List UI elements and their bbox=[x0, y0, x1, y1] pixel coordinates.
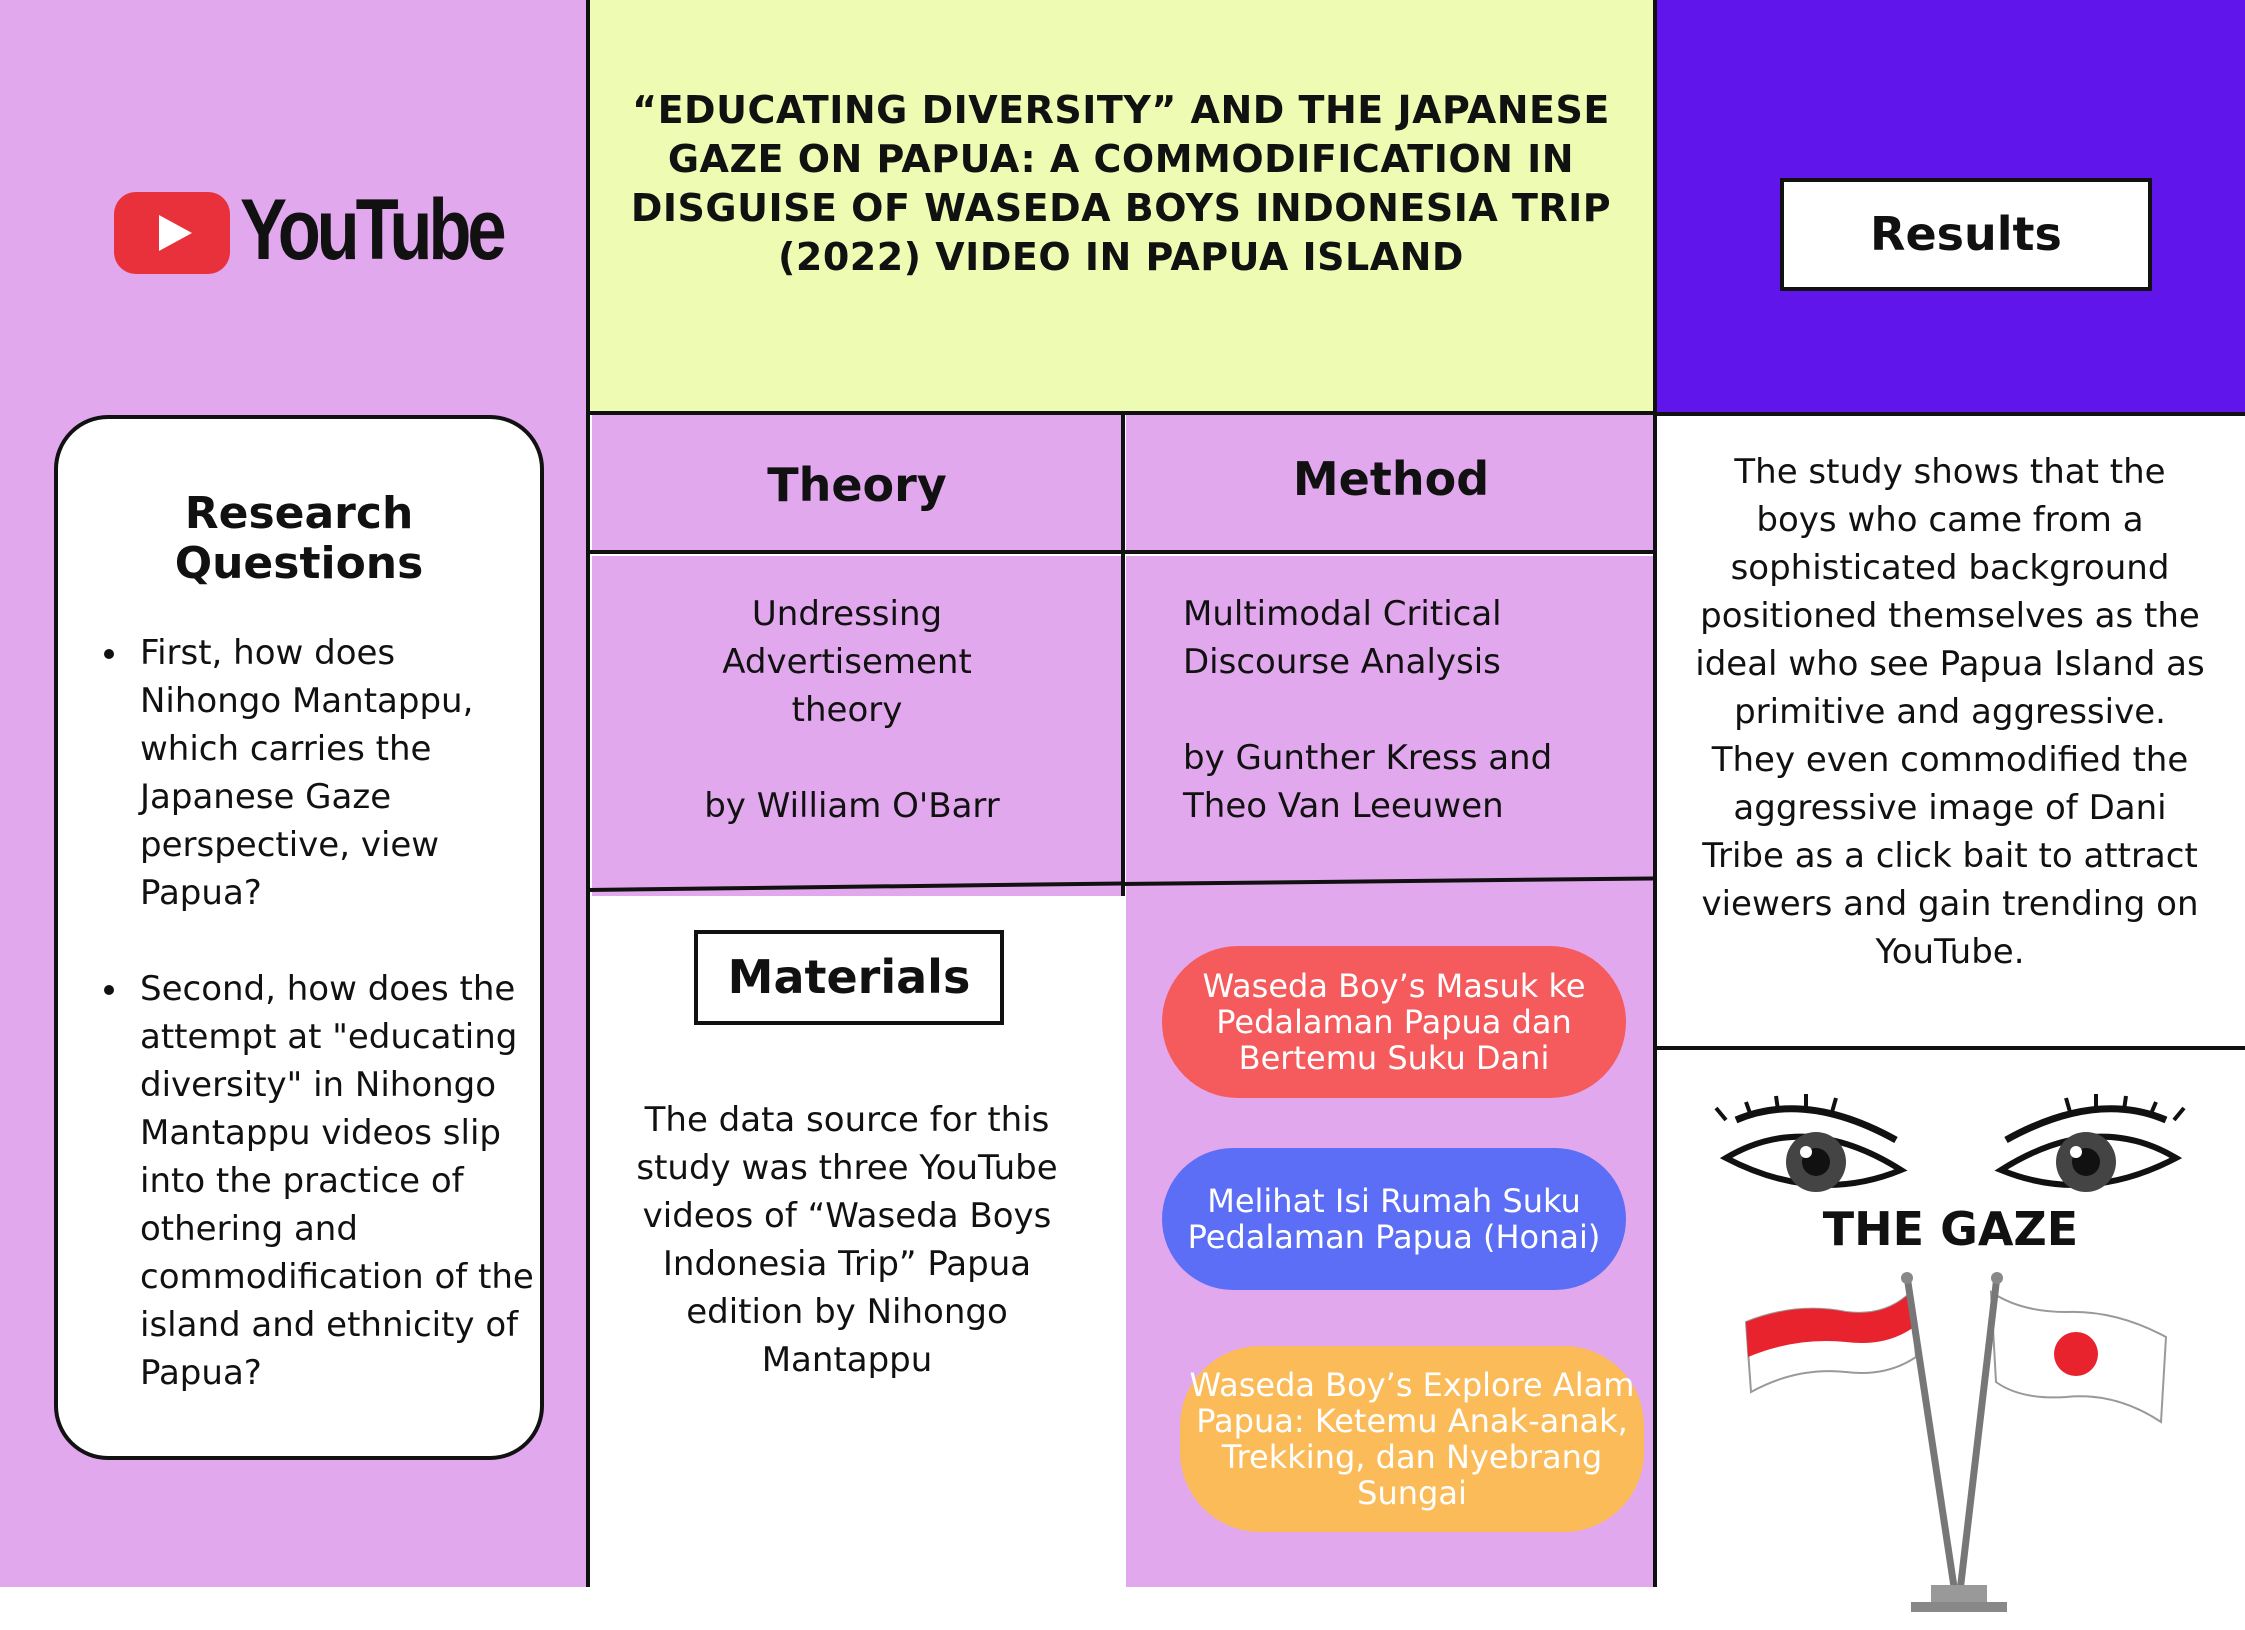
results-heading: Results bbox=[1780, 178, 2152, 291]
research-question-item: First, how does Nihongo Mantappu, which carries the Japanese Gaze perspective, view Papua? bbox=[98, 629, 538, 917]
video-pill bbox=[1162, 1148, 1626, 1290]
materials-text: The data source for this study was three YouTube videos of “Waseda Boys Indonesia Trip” Papua edition by Nihongo Mantappu bbox=[636, 1100, 1058, 1380]
left-panel bbox=[0, 0, 588, 1587]
research-questions-title: Research Questions bbox=[174, 488, 424, 589]
divider-left bbox=[586, 0, 590, 1587]
divider-middle bbox=[1121, 415, 1125, 896]
divider-title-bottom bbox=[588, 411, 1654, 415]
divider-results-top bbox=[1656, 412, 2245, 416]
poster-title: “EDUCATING DIVERSITY” AND THE JAPANESE GAZE ON PAPUA: A COMMODIFICATION IN DISGUISE OF WASEDA BOYS INDONESIA TRIP (2022) VIDEO IN PAPUA ISLAND bbox=[630, 88, 1612, 279]
flag-stand-icon bbox=[1821, 1270, 2081, 1630]
research-questions-list bbox=[98, 629, 538, 1445]
materials-section bbox=[592, 896, 1122, 1587]
gaze-label: THE GAZE bbox=[1822, 1202, 2079, 1256]
results-text: The study shows that the boys who came from a sophisticated background positioned themselves as the ideal who see Papua Island as primitive and aggressive. They even commodified the aggressive image of Dani Tribe as a click bait to attract viewers and gain trending on YouTube. bbox=[1695, 452, 2205, 972]
video-title: Waseda Boy’s Explore Alam Papua: Ketemu Anak-anak, Trekking, dan Nyebrang Sungai bbox=[1189, 1366, 1635, 1512]
youtube-play-icon bbox=[112, 188, 232, 278]
theory-header bbox=[592, 415, 1122, 552]
video-title: Waseda Boy’s Masuk ke Pedalaman Papua dan Bertemu Suku Dani bbox=[1202, 967, 1586, 1077]
divider-right bbox=[1653, 0, 1657, 1587]
divider-heads bbox=[588, 550, 1654, 554]
theory-name: Undressing Advertisement theory bbox=[722, 594, 972, 730]
video-list bbox=[1126, 886, 1656, 1587]
method-heading: Method bbox=[1292, 452, 1490, 506]
title-panel bbox=[588, 0, 1654, 415]
divider-results-bottom bbox=[1656, 1046, 2245, 1050]
method-header bbox=[1126, 415, 1656, 552]
method-name: Multimodal Critical Discourse Analysis bbox=[1183, 594, 1502, 682]
youtube-wordmark: YouTube bbox=[240, 182, 503, 278]
method-body bbox=[1126, 556, 1656, 886]
theory-author: by William O'Barr bbox=[704, 786, 1000, 826]
method-author: by Gunther Kress and Theo Van Leeuwen bbox=[1183, 738, 1553, 826]
video-pill bbox=[1162, 946, 1626, 1098]
video-pill bbox=[1180, 1346, 1644, 1532]
results-header-panel bbox=[1656, 0, 2245, 415]
research-questions-card bbox=[54, 415, 544, 1460]
youtube-logo bbox=[112, 182, 503, 278]
theory-body bbox=[592, 556, 1122, 896]
research-question-item: Second, how does the attempt at "educating diversity" in Nihongo Mantappu videos slip into the practice of othering and commodification of the island and ethnicity of Papua? bbox=[98, 965, 538, 1397]
video-title: Melihat Isi Rumah Suku Pedalaman Papua (Honai) bbox=[1187, 1182, 1601, 1256]
gaze-illustration bbox=[1656, 1050, 2245, 1587]
materials-heading: Materials bbox=[694, 930, 1004, 1025]
theory-heading: Theory bbox=[767, 458, 947, 512]
